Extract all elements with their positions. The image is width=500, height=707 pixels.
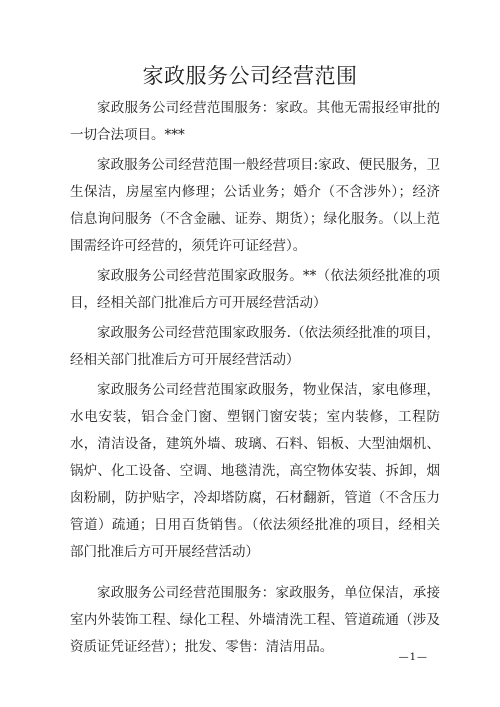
paragraph-4: 家政服务公司经营范围家政服务.（依法须经批准的项目，经相关部门批准后方可开展经营活动） — [70, 325, 440, 368]
paragraph-5: 家政服务公司经营范围家政服务，物业保洁，家电修理，水电安装，铝合金门窗、塑钢门窗安装；室内装修，工程防水，清洁设备，建筑外墙、玻璃、石料、铝板、大型油烟机、锅炉、化工设备、空调、地毯清洗，高空物体安装、拆卸，烟囱粉刷，防护贴字，冷却塔防腐，石材翻新，管道（不含压力管道）疏通；日用百货销售。（依法须经批准的项目，经相关部门批准后方可开展经营活动） — [70, 382, 440, 560]
paragraph-1: 家政服务公司经营范围服务：家政。其他无需报经审批的一切合法项目。*** — [70, 100, 440, 143]
paragraph-6: 家政服务公司经营范围服务：家政服务，单位保洁，承接室内外装饰工程、绿化工程、外墙清洗工程、管道疏通（涉及资质证凭证经营）；批发、零售：清洁用品。 — [70, 585, 440, 655]
paragraph-2: 家政服务公司经营范围一般经营项目:家政、便民服务，卫生保洁，房屋室内修理；公话业务；婚介（不含涉外）；经济信息询问服务（不含金融、证券、期货）；绿化服务。（以上范围需经许可经营的，须凭许可证经营）。 — [70, 157, 440, 254]
document-body — [70, 95, 440, 661]
paragraph-3: 家政服务公司经营范围家政服务。**（依法须经批准的项目，经相关部门批准后方可开展经营活动） — [70, 268, 440, 311]
page-number: —1— — [398, 652, 428, 663]
document-title: 家政服务公司经营范围 — [142, 64, 358, 88]
